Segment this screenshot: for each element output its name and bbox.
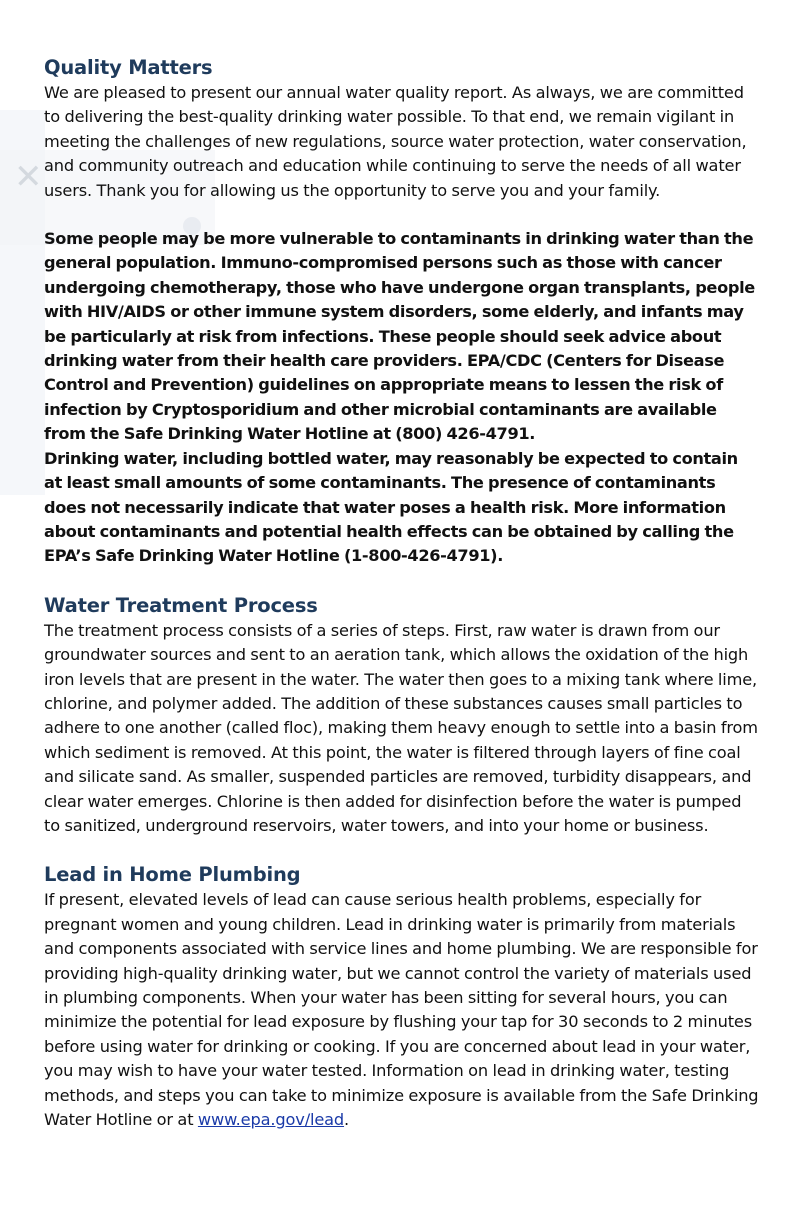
vulnerable-populations-notice: Some people may be more vulnerable to contaminants in drinking water than the general population. Immuno-compromised persons such as those with cancer undergoing chemotherapy, those who have undergone organ transplants, people with HIV/AIDS or other immune system disorders, some elderly, and infants may be particularly at risk from infections. These people should seek advice about drinking water from their health care providers. EPA/CDC (Centers for Disease Control and Prevention) guidelines on appropriate means to lessen the risk of infection by Cryptosporidium and other microbial contaminants are available from the Safe Drinking Water Hotline at (800) 426-4791.: [44, 229, 755, 444]
quality-matters-heading: Quality Matters: [44, 56, 213, 79]
lead-plumbing-heading: Lead in Home Plumbing: [44, 863, 301, 887]
lead-plumbing-body: [44, 888, 760, 1132]
water-treatment-heading: Water Treatment Process: [44, 593, 318, 617]
water-treatment-body: The treatment process consists of a series of steps. First, raw water is drawn from our groundwater sources and sent to an aeration tank, which allows the oxidation of the high iron levels that are present in the water. The water then goes to a mixing tank where lime, chlorine, and polymer added. The addition of these substances causes small particles to adhere to one another (called floc), making them heavy enough to settle into a basin from which sediment is removed. At this point, the water is filtered through layers of fine coal and silicate sand. As smaller, suspended particles are removed, turbidity disappears, and clear water emerges. Chlorine is then added for disinfection before the water is pumped to sanitized, underground reservoirs, water towers, and into your home or business.: [44, 620, 758, 835]
document-content: [44, 55, 760, 1132]
close-icon: ✕: [14, 157, 43, 197]
quality-matters-body: We are pleased to present our annual water quality report. As always, we are committed to delivering the best-quality drinking water possible. To that end, we remain vigilant in meeting the challenges of new regulations, source water protection, water conservation, and community outreach and education while continuing to serve the needs of all water users. Thank you for allowing us the opportunity to serve you and your family.: [44, 83, 747, 200]
epa-lead-link[interactable]: www.epa.gov/lead: [197, 1110, 345, 1130]
bottled-water-notice: Drinking water, including bottled water, may reasonably be expected to contain at least small amounts of some contaminants. The presence of contaminants does not necessarily indicate that water poses a health risk. More information about contaminants and potential health effects can be obtained by calling the EPA’s Safe Drinking Water Hotline (1-800-426-4791).: [44, 448, 738, 566]
lead-plumbing-text: If present, elevated levels of lead can cause serious health problems, especially for pregnant women and young children. Lead in drinking water is primarily from materials and components associated with service lines and home plumbing. We are responsible for providing high-quality drinking water, but we cannot control the variety of materials used in plumbing components. When your water has been sitting for several hours, you can minimize the potential for lead exposure by flushing your tap for 30 seconds to 2 minutes before using water for drinking or cooking. If you are concerned about lead in your water, you may wish to have your water tested. Information on lead in drinking water, testing methods, and steps you can take to minimize exposure is available from the Safe Drinking Water Hotline or at: [44, 890, 759, 1130]
lead-plumbing-period: .: [344, 1110, 350, 1130]
